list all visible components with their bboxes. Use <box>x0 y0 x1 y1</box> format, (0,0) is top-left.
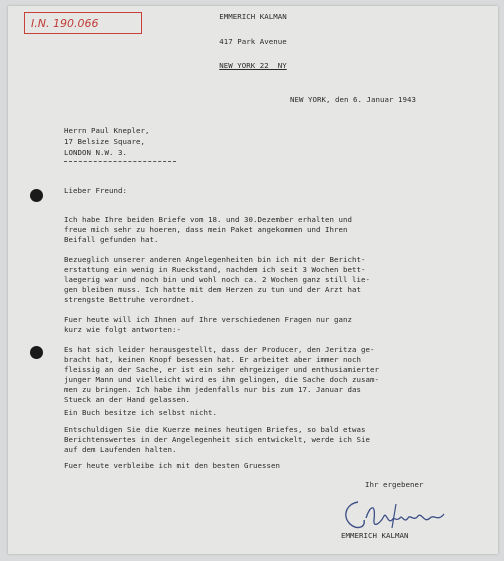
recipient-line-3: LONDON N.W. 3. <box>64 148 127 157</box>
date-line: NEW YORK, den 6. Januar 1943 <box>290 95 416 104</box>
paragraph-line: Ein Buch besitze ich selbst nicht. <box>64 408 217 417</box>
recipient-underline <box>64 161 176 162</box>
paragraph-line: Fuer heute will ich Ihnen auf Ihre verschiedenen Fragen nur ganz <box>64 315 352 324</box>
recipient-line-1: Herrn Paul Knepler, <box>64 126 150 135</box>
punch-hole-upper <box>30 189 43 202</box>
paragraph-line: gen bleiben muss. Ich hatte mit dem Herzen zu tun und der Arzt hat <box>64 285 361 294</box>
salutation: Lieber Freund: <box>64 186 127 195</box>
paragraph-line: Entschuldigen Sie die Kuerze meines heutigen Briefes, so bald etwas <box>64 425 366 434</box>
paragraph-line: Bezueglich unserer anderen Angelegenheiten bin ich mit der Bericht- <box>64 255 366 264</box>
paragraph-line: Es hat sich leider herausgestellt, dass der Producer, den Jeritza ge- <box>64 345 375 354</box>
paragraph-line: bracht hat, keinen Knopf besessen hat. Er arbeitet aber immer noch <box>64 355 361 364</box>
archive-inventory-stamp: I.N. 190.066 <box>24 12 142 34</box>
letterhead-street: 417 Park Avenue <box>219 37 287 46</box>
paragraph-line: laegerig war und noch bin und wohl noch ca. 2 Wochen ganz still lie- <box>64 275 370 284</box>
recipient-line-2: 17 Belsize Square, <box>64 137 145 146</box>
paragraph-line: junger Mann und vielleicht wird es ihm gelingen, die Sache doch zusam- <box>64 375 379 384</box>
paragraph-line: Beifall gefunden hat. <box>64 235 159 244</box>
paragraph-line: kurz wie folgt antworten:- <box>64 325 181 334</box>
paragraph-line: fleissig an der Sache, er ist ein sehr ehrgeiziger und enthusiamierter <box>64 365 379 374</box>
paragraph-line: freue mich sehr zu hoeren, dass mein Paket angekommen und Ihren <box>64 225 348 234</box>
paragraph-line: strengste Bettruhe verordnet. <box>64 295 195 304</box>
paragraph-line: Fuer heute verbleibe ich mit den besten Gruessen <box>64 461 280 470</box>
paragraph-line: men zu bringen. Ich habe ihm jedenfalls nur bis zum 17. Januar das <box>64 385 361 394</box>
paragraph-line: Ich habe Ihre beiden Briefe vom 18. und 30.Dezember erhalten und <box>64 215 352 224</box>
paragraph-line: auf dem Laufenden halten. <box>64 445 177 454</box>
letter-page <box>8 6 498 554</box>
paragraph-line: Berichtenswertes in der Angelegenheit sich entwickelt, werde ich Sie <box>64 435 370 444</box>
paragraph-line: Stueck an der Hand gelassen. <box>64 395 190 404</box>
signature-name: EMMERICH KALMAN <box>341 531 409 540</box>
letterhead-name: EMMERICH KALMAN <box>219 12 287 21</box>
closing: Ihr ergebener <box>365 480 424 489</box>
paragraph-line: erstattung ein wenig in Rueckstand, nachdem ich seit 3 Wochen bett- <box>64 265 366 274</box>
letterhead-city: NEW YORK 22 NY <box>219 61 287 70</box>
punch-hole-lower <box>30 346 43 359</box>
